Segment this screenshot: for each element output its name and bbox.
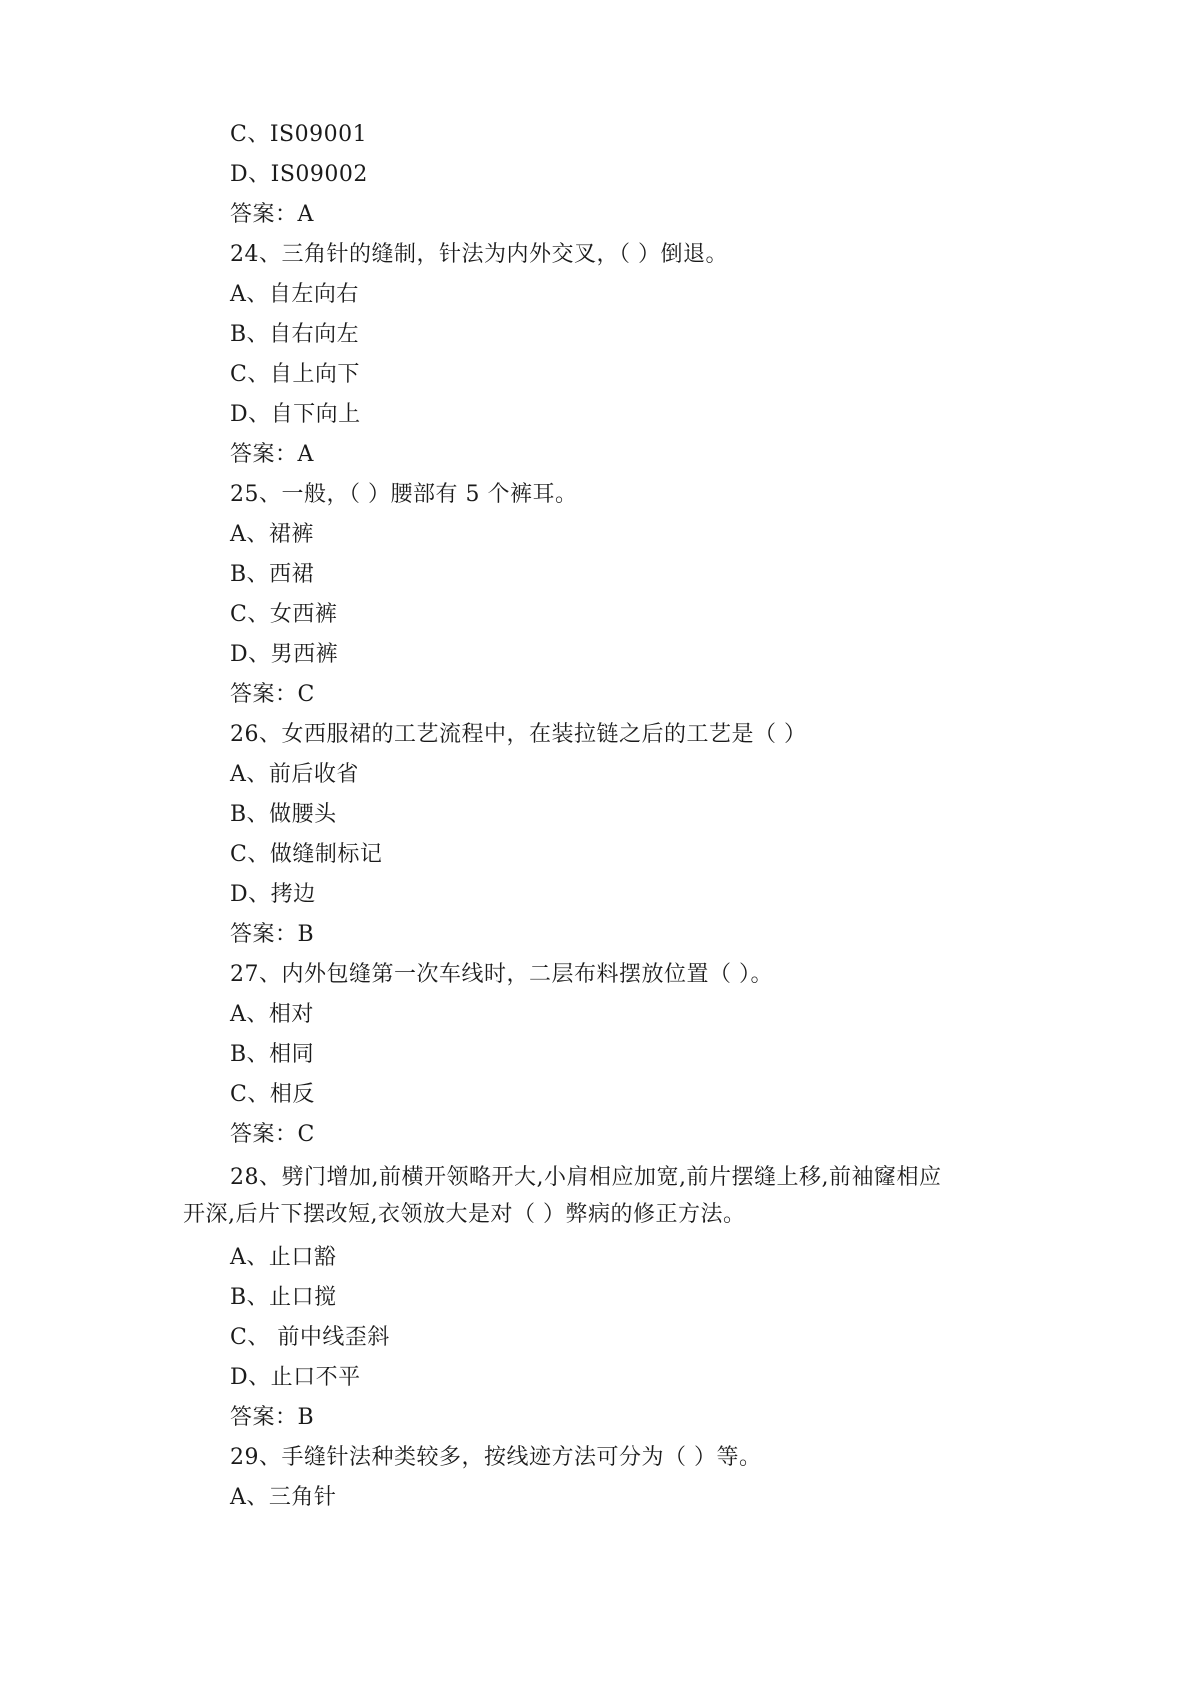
answer: 答案：C <box>230 682 315 707</box>
option-c: C、IS09001 <box>230 122 368 147</box>
option-c: C、自上向下 <box>230 362 360 387</box>
answer: 答案：A <box>230 442 314 467</box>
option-d: D、男西裤 <box>230 642 339 667</box>
option-a: A、相对 <box>230 1002 314 1027</box>
option-c: C、做缝制标记 <box>230 842 383 867</box>
question-25: 25、一般，（ ）腰部有 5 个裤耳。 <box>230 482 578 507</box>
option-b: B、西裙 <box>230 562 315 587</box>
option-a: A、止口豁 <box>230 1245 337 1270</box>
answer: 答案：B <box>230 922 315 947</box>
option-a: A、前后收省 <box>230 762 359 787</box>
question-26: 26、女西服裙的工艺流程中，在装拉链之后的工艺是（ ） <box>230 722 807 747</box>
question-28-line-2: 开深,后片下摆改短,衣领放大是对（ ）弊病的修正方法。 <box>183 1202 746 1227</box>
option-d: D、止口不平 <box>230 1365 361 1390</box>
answer: 答案：C <box>230 1122 315 1147</box>
option-c: C、 前中线歪斜 <box>230 1325 390 1350</box>
option-d: D、拷边 <box>230 882 316 907</box>
option-a: A、自左向右 <box>230 282 359 307</box>
answer: 答案：B <box>230 1405 315 1430</box>
question-27: 27、内外包缝第一次车线时，二层布料摆放位置（ ）。 <box>230 962 773 987</box>
option-b: B、相同 <box>230 1042 315 1067</box>
option-b: B、自右向左 <box>230 322 360 347</box>
option-c: C、相反 <box>230 1082 315 1107</box>
option-b: B、做腰头 <box>230 802 337 827</box>
option-b: B、止口搅 <box>230 1285 337 1310</box>
option-c: C、女西裤 <box>230 602 338 627</box>
option-a: A、三角针 <box>230 1485 337 1510</box>
question-24: 24、三角针的缝制，针法为内外交叉，（ ）倒退。 <box>230 242 728 267</box>
answer: 答案：A <box>230 202 314 227</box>
question-29: 29、手缝针法种类较多，按线迹方法可分为（ ）等。 <box>230 1445 762 1470</box>
question-28-line-1: 28、劈门增加,前横开领略开大,小肩相应加宽,前片摆缝上移,前袖窿相应 <box>230 1165 942 1190</box>
option-d: D、自下向上 <box>230 402 361 427</box>
option-a: A、裙裤 <box>230 522 314 547</box>
option-d: D、IS09002 <box>230 162 368 187</box>
